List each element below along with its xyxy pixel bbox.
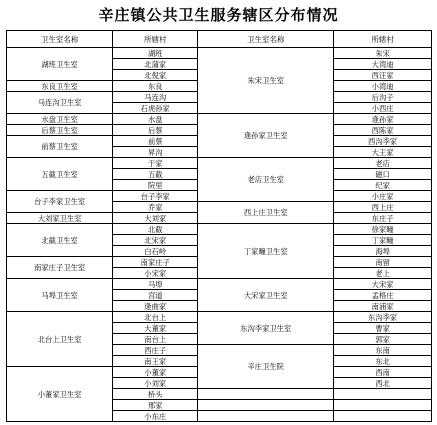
village-cell: 北截 — [113, 224, 198, 235]
header-station-right: 卫生室名称 — [198, 31, 334, 48]
village-cell: 小董家 — [113, 367, 198, 378]
village-cell: 西南 — [334, 367, 432, 378]
station-name-cell: 南家庄子卫生室 — [7, 257, 113, 279]
village-cell: 孟格庄 — [334, 290, 432, 301]
empty-cell — [198, 400, 334, 411]
village-cell: 西北 — [334, 378, 432, 389]
station-name-cell: 台子李家卫生室 — [7, 191, 113, 213]
station-name-cell: 北台上卫生室 — [7, 312, 113, 367]
station-name-cell: 东沟李家卫生室 — [198, 312, 334, 345]
village-cell: 磁口 — [334, 169, 432, 180]
village-cell: 桥头 — [113, 389, 198, 400]
village-cell: 曹家 — [334, 323, 432, 334]
village-cell: 老店 — [334, 158, 432, 169]
village-cell: 小刘家 — [113, 378, 198, 389]
header-station-left: 卫生室名称 — [7, 31, 113, 48]
station-name-cell: 湖班卫生室 — [7, 48, 113, 81]
table-row — [7, 48, 432, 59]
village-cell: 宫道 — [113, 290, 198, 301]
station-name-cell: 前蔡卫生室 — [7, 136, 113, 158]
village-cell: 东庄子 — [334, 213, 432, 224]
village-cell: 水盘 — [113, 114, 198, 125]
village-cell: 北宋家 — [113, 235, 198, 246]
village-cell: 乔家 — [113, 202, 198, 213]
village-cell: 南家庄子 — [113, 257, 198, 268]
village-cell: 昇沟 — [113, 147, 198, 158]
village-cell: 纪家 — [334, 180, 432, 191]
village-cell: 湖班 — [113, 48, 198, 59]
table-row — [7, 312, 432, 323]
station-name-cell: 朱宋卫生室 — [198, 48, 334, 114]
village-cell: 西汪家 — [334, 70, 432, 81]
station-name-cell: 后蔡卫生室 — [7, 125, 113, 136]
station-name-cell: 大宋家卫生室 — [198, 279, 334, 312]
village-cell: 丁家疃 — [334, 235, 432, 246]
village-cell: 西上庄 — [334, 202, 432, 213]
village-cell: 于家 — [113, 158, 198, 169]
village-cell: 东沟李家 — [334, 312, 432, 323]
station-name-cell: 北截卫生室 — [7, 224, 113, 257]
village-cell: 海埠 — [334, 246, 432, 257]
village-cell: 郭家 — [334, 334, 432, 345]
village-cell: 前蔡 — [113, 136, 198, 147]
village-cell: 台子李家 — [113, 191, 198, 202]
village-cell: 逄曲家 — [113, 301, 198, 312]
station-name-cell: 东良卫生室 — [7, 81, 113, 92]
header-village-right: 所辖村 — [334, 31, 432, 48]
empty-cell — [198, 411, 334, 422]
village-cell: 后沟子 — [334, 92, 432, 103]
empty-cell — [334, 411, 432, 422]
table-row — [7, 158, 432, 169]
village-cell: 大湾迪 — [334, 59, 432, 70]
village-cell: 西沟李家 — [334, 136, 432, 147]
station-name-cell: 小董家卫生室 — [7, 367, 113, 422]
village-cell: 马连沟 — [113, 92, 198, 103]
station-name-cell: 水盘卫生室 — [7, 114, 113, 125]
station-name-cell: 丁家疃卫生室 — [198, 224, 334, 279]
village-cell: 东良 — [113, 81, 198, 92]
station-name-cell: 马埠卫生室 — [7, 279, 113, 312]
village-cell: 东北 — [334, 356, 432, 367]
village-cell: 后蔡 — [113, 125, 198, 136]
village-cell: 小西庄 — [334, 103, 432, 114]
village-cell: 石虎孙家 — [113, 103, 198, 114]
village-cell: 大王家 — [334, 147, 432, 158]
village-cell: 大宋家 — [334, 279, 432, 290]
village-cell: 院里 — [113, 180, 198, 191]
village-distribution-table — [6, 30, 432, 422]
table-row — [7, 279, 432, 290]
village-cell: 大刘家 — [113, 213, 198, 224]
village-cell: 南浦家 — [334, 301, 432, 312]
station-name-cell: 辛庄卫生院 — [198, 345, 334, 389]
village-cell: 朱宋 — [334, 48, 432, 59]
table-body — [7, 48, 432, 422]
village-cell: 东南 — [334, 345, 432, 356]
village-cell: 老上 — [334, 268, 432, 279]
table-header-row — [7, 31, 432, 48]
village-cell: 西陈家 — [334, 125, 432, 136]
village-cell: 北台上 — [113, 312, 198, 323]
village-cell: 白石岭 — [113, 246, 198, 257]
station-name-cell: 五截卫生室 — [7, 158, 113, 191]
page-title: 辛庄镇公共卫生服务辖区分布情况 — [98, 6, 339, 24]
station-name-cell: 老店卫生室 — [198, 158, 334, 202]
village-cell: 南王家 — [113, 356, 198, 367]
village-cell: 五截 — [113, 169, 198, 180]
table-row — [7, 114, 432, 125]
village-cell: 小东庄 — [113, 411, 198, 422]
village-cell: 北蒲家 — [113, 59, 198, 70]
empty-cell — [334, 400, 432, 411]
village-cell: 小湾迪 — [334, 81, 432, 92]
village-cell: 西庄子 — [113, 345, 198, 356]
empty-cell — [334, 389, 432, 400]
village-cell: 南台上 — [113, 334, 198, 345]
village-cell: 北倪家 — [113, 70, 198, 81]
village-cell: 邢家 — [113, 400, 198, 411]
empty-cell — [198, 389, 334, 400]
village-cell: 徐家疃 — [334, 224, 432, 235]
village-cell: 大董家 — [113, 323, 198, 334]
station-name-cell: 逄孙家卫生室 — [198, 114, 334, 158]
village-cell: 小庄家 — [334, 191, 432, 202]
table-row — [7, 224, 432, 235]
village-cell: 小宋家 — [113, 268, 198, 279]
station-name-cell: 大刘家卫生室 — [7, 213, 113, 224]
village-cell: 南留 — [334, 257, 432, 268]
header-village-left: 所辖村 — [113, 31, 198, 48]
station-name-cell: 马连沟卫生室 — [7, 92, 113, 114]
village-cell: 逄孙家 — [334, 114, 432, 125]
village-cell: 马埠 — [113, 279, 198, 290]
station-name-cell: 西上庄卫生室 — [198, 202, 334, 224]
